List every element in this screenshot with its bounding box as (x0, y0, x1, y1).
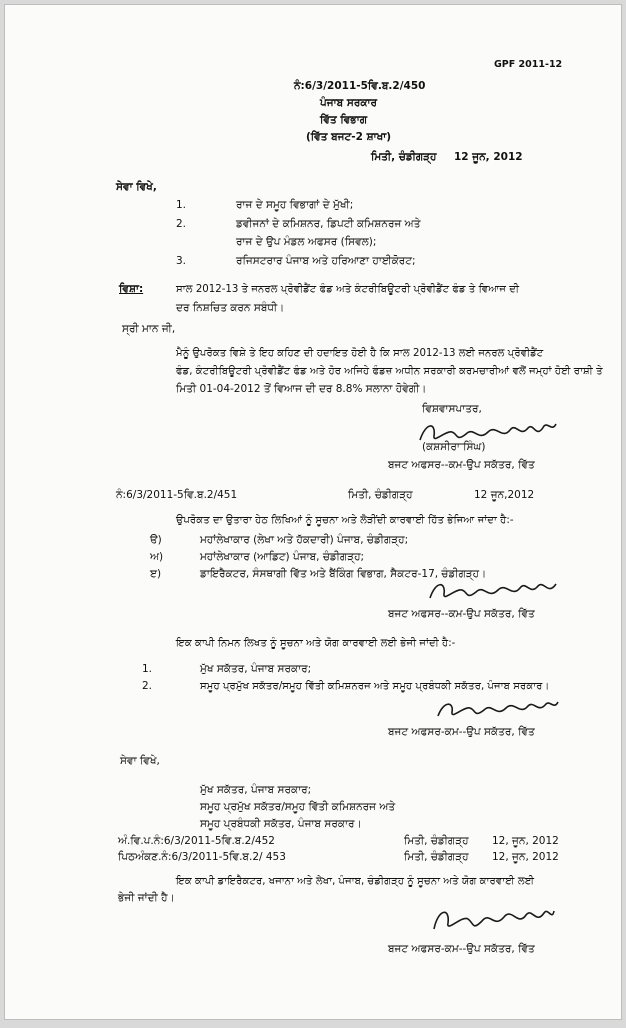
salutation: ਸੇਵਾ ਵਿਖੇ, (120, 755, 160, 767)
header-date: 12 ਜੂਨ, 2012 (454, 151, 523, 163)
designation: ਬਜਟ ਅਫਸਰ--ਕਮ-ਉਪ ਸਕੱਤਰ, ਵਿੱਤ (388, 459, 535, 471)
recipient-number: 2. (176, 218, 187, 230)
recipient-line: ਸਮੂਹ ਪ੍ਰਮੁੱਖ ਸਕੱਤਰ/ਸਮੂਹ ਵਿੱਤੀ ਕਮਿਸ਼ਨਰਜ ਅਤੇ (200, 801, 396, 813)
list-marker: ੲ) (150, 568, 162, 580)
list-marker: ੳ) (150, 534, 162, 546)
file-reference: GPF 2011-12 (494, 59, 563, 70)
signature-image (428, 899, 558, 939)
subject-line: ਸਾਲ 2012-13 ਤੇ ਜਨਰਲ ਪ੍ਰੋਵੀਡੈਂਟ ਫੰਡ ਅਤੇ ਕੰਟਰੀਬਿਊਟਰੀ ਪ੍ਰੋਵੀਡੈਂਟ ਫੰਡ ਤੇ ਵਿਆਜ ਦੀ (176, 284, 520, 295)
header-place-date-label: ਮਿਤੀ, ਚੰਡੀਗੜ੍ਹ (371, 151, 437, 163)
signature-image (432, 694, 562, 726)
list-item: ਮੁੱਖ ਸਕੱਤਰ, ਪੰਜਾਬ ਸਰਕਾਰ; (200, 663, 312, 675)
memo-number: ਪਿਠਅੰਕਣ.ਨੰ:6/3/2011-5ਵਿ.ਬ.2/ 453 (118, 851, 286, 863)
subject-line: ਦਰ ਨਿਸ਼ਚਿਤ ਕਰਨ ਸਬੰਧੀ। (176, 302, 285, 314)
salutation: ਸੇਵਾ ਵਿਖੇ, (116, 181, 157, 193)
list-marker: 1. (142, 663, 153, 675)
recipient-line: ਡਵੀਜਨਾਂ ਦੇ ਕਮਿਸ਼ਨਰ, ਡਿਪਟੀ ਕਮਿਸ਼ਨਰਜ ਅਤੇ (236, 218, 421, 230)
date: 12, ਜੂਨ, 2012 (492, 835, 559, 847)
designation: ਬਜਟ ਅਫਸਰ-ਕਮ--ਉਪ ਸਕੱਤਰ, ਵਿੱਤ (388, 943, 535, 955)
date: 12, ਜੂਨ, 2012 (492, 851, 559, 863)
department-name: ਵਿੱਤ ਵਿਭਾਗ (320, 114, 368, 126)
subject-label: ਵਿਸ਼ਾ: (119, 283, 144, 295)
government-name: ਪੰਜਾਬ ਸਰਕਾਰ (320, 97, 378, 109)
endorsement-memo-number: ਨੰ:6/3/2011-5ਵਿ.ਬ.2/451 (116, 489, 238, 501)
recipient-number: 3. (176, 255, 187, 267)
designation: ਬਜਟ ਅਫਸਰ-ਕਮ--ਉਪ ਸਕੱਤਰ, ਵਿੱਤ (388, 726, 535, 738)
list-item: ਡਾਇਰੈਕਟਰ, ਸੰਸਥਾਗੀ ਵਿੱਤ ਅਤੇ ਬੈਂਕਿੰਗ ਵਿਭਾਗ, ਸੈਕਟਰ-17, ਚੰਡੀਗੜ੍ਹ। (200, 568, 487, 580)
list-marker: 2. (142, 680, 153, 692)
recipient-number: 1. (176, 199, 187, 211)
signature-image (424, 574, 564, 608)
body-line: ਫੰਡ, ਕੰਟਰੀਬਿਊਟਰੀ ਪ੍ਰੋਵੀਡੈਂਟ ਫੰਡ ਅਤੇ ਹੋਰ ਅਜਿਹੇ ਫੰਡਜ਼ ਅਧੀਨ ਸਰਕਾਰੀ ਕਰਮਚਾਰੀਆਂ ਵਲੋਂ ਜਮ੍ਹਾਂ ਹੋਈ ਰਾਸ਼ੀ ਤੇ (176, 366, 603, 377)
body-line: ਮਿਤੀ 01-04-2012 ਤੋਂ ਵਿਆਜ ਦੀ ਦਰ 8.8% ਸਲਾਨਾ ਹੋਵੇਗੀ। (176, 383, 427, 395)
designation: ਬਜਟ ਅਫਸਰ--ਕਮ-ਉਪ ਸਕੱਤਰ, ਵਿੱਤ (388, 608, 535, 620)
list-item: ਮਹਾਂਲੇਖਾਕਾਰ (ਲੇਖਾ ਅਤੇ ਹੱਕਦਾਰੀ) ਪੰਜਾਬ, ਚੰਡੀਗੜ੍ਹ; (200, 534, 409, 546)
endorsement-intro: ਇਕ ਕਾਪੀ ਨਿਮਨ ਲਿਖਤ ਨੂੰ ਸੂਚਨਾ ਅਤੇ ਯੋਗ ਕਾਰਵਾਈ ਲਈ ਭੇਜੀ ਜਾਂਦੀ ਹੈ:- (176, 638, 456, 649)
recipient-line: ਰਜਿਸਟਰਾਰ ਪੰਜਾਬ ਅਤੇ ਹਰਿਆਣਾ ਹਾਈਕੋਰਟ; (236, 255, 416, 267)
copy-line: ਭੇਜੀ ਜਾਂਦੀ ਹੈ। (118, 892, 175, 904)
recipient-line: ਰਾਜ ਦੇ ਉਪ ਮੰਡਲ ਅਫਸਰ (ਸਿਵਲ); (236, 236, 377, 248)
endorsement-place-label: ਮਿਤੀ, ਚੰਡੀਗੜ੍ਹ (348, 489, 413, 501)
document-page (4, 4, 622, 1020)
greeting: ਸ੍ਰੀ ਮਾਨ ਜੀ, (122, 323, 176, 335)
list-item: ਸਮੂਹ ਪ੍ਰਮੁੱਖ ਸਕੱਤਰ/ਸਮੂਹ ਵਿੱਤੀ ਕਮਿਸ਼ਨਰਜ ਅਤੇ ਸਮੂਹ ਪ੍ਰਬੰਧਕੀ ਸਕੱਤਰ, ਪੰਜਾਬ ਸਰਕਾਰ। (200, 681, 550, 692)
list-marker: ਅ) (150, 551, 164, 563)
closing: ਵਿਸ਼ਵਾਸਪਾਤਰ, (422, 403, 482, 415)
place-date-label: ਮਿਤੀ, ਚੰਡੀਗੜ੍ਹ (404, 835, 469, 847)
list-item: ਮਹਾਂਲੇਖਾਕਾਰ (ਆਡਿਟ) ਪੰਜਾਬ, ਚੰਡੀਗੜ੍ਹ; (200, 551, 365, 563)
memo-number: ਨੰ:6/3/2011-5ਵਿ.ਬ.2/450 (294, 80, 426, 92)
endorsement-intro: ਉਪਰੋਕਤ ਦਾ ਉਤਾਰਾ ਹੇਠ ਲਿਖਿਆਂ ਨੂੰ ਸੂਚਨਾ ਅਤੇ ਲੋੜੀਂਦੀ ਕਾਰਵਾਈ ਹਿੱਤ ਭੇਜਿਆ ਜਾਂਦਾ ਹੈ:- (176, 515, 514, 526)
place-date-label: ਮਿਤੀ, ਚੰਡੀਗੜ੍ਹ (404, 851, 469, 863)
recipient-line: ਸਮੂਹ ਪ੍ਰਬੰਧਕੀ ਸਕੱਤਰ, ਪੰਜਾਬ ਸਰਕਾਰ। (200, 818, 362, 830)
memo-number: ਅੰ.ਵਿ.ਪ.ਨੰ:6/3/2011-5ਵਿ.ਬ.2/452 (118, 835, 275, 847)
body-line: ਮੈਨੂੰ ਉਪਰੋਕਤ ਵਿਸ਼ੇ ਤੇ ਇਹ ਕਹਿਣ ਦੀ ਹਦਾਇਤ ਹੋਈ ਹੈ ਕਿ ਸਾਲ 2012-13 ਲਈ ਜਨਰਲ ਪ੍ਰੋਵੀਡੈਂਟ (176, 348, 544, 359)
copy-line: ਇਕ ਕਾਪੀ ਡਾਇਰੈਕਟਰ, ਖਜਾਨਾ ਅਤੇ ਲੇਖਾ, ਪੰਜਾਬ, ਚੰਡੀਗੜ੍ਹ ਨੂੰ ਸੂਚਨਾ ਅਤੇ ਯੋਗ ਕਾਰਵਾਈ ਲਈ (176, 876, 535, 887)
recipient-line: ਮੁੱਖ ਸਕੱਤਰ, ਪੰਜਾਬ ਸਰਕਾਰ; (200, 784, 312, 796)
signatory-name: (ਕਸ਼ਮੀਰਾ ਸਿੰਘ) (422, 441, 486, 453)
recipient-line: ਰਾਜ ਦੇ ਸਮੂਹ ਵਿਭਾਗਾਂ ਦੇ ਮੁੱਖੀ; (236, 199, 354, 211)
endorsement-date: 12 ਜੂਨ,2012 (474, 489, 535, 501)
branch-name: (ਵਿੱਤ ਬਜਟ-2 ਸ਼ਾਖਾ) (306, 131, 392, 143)
